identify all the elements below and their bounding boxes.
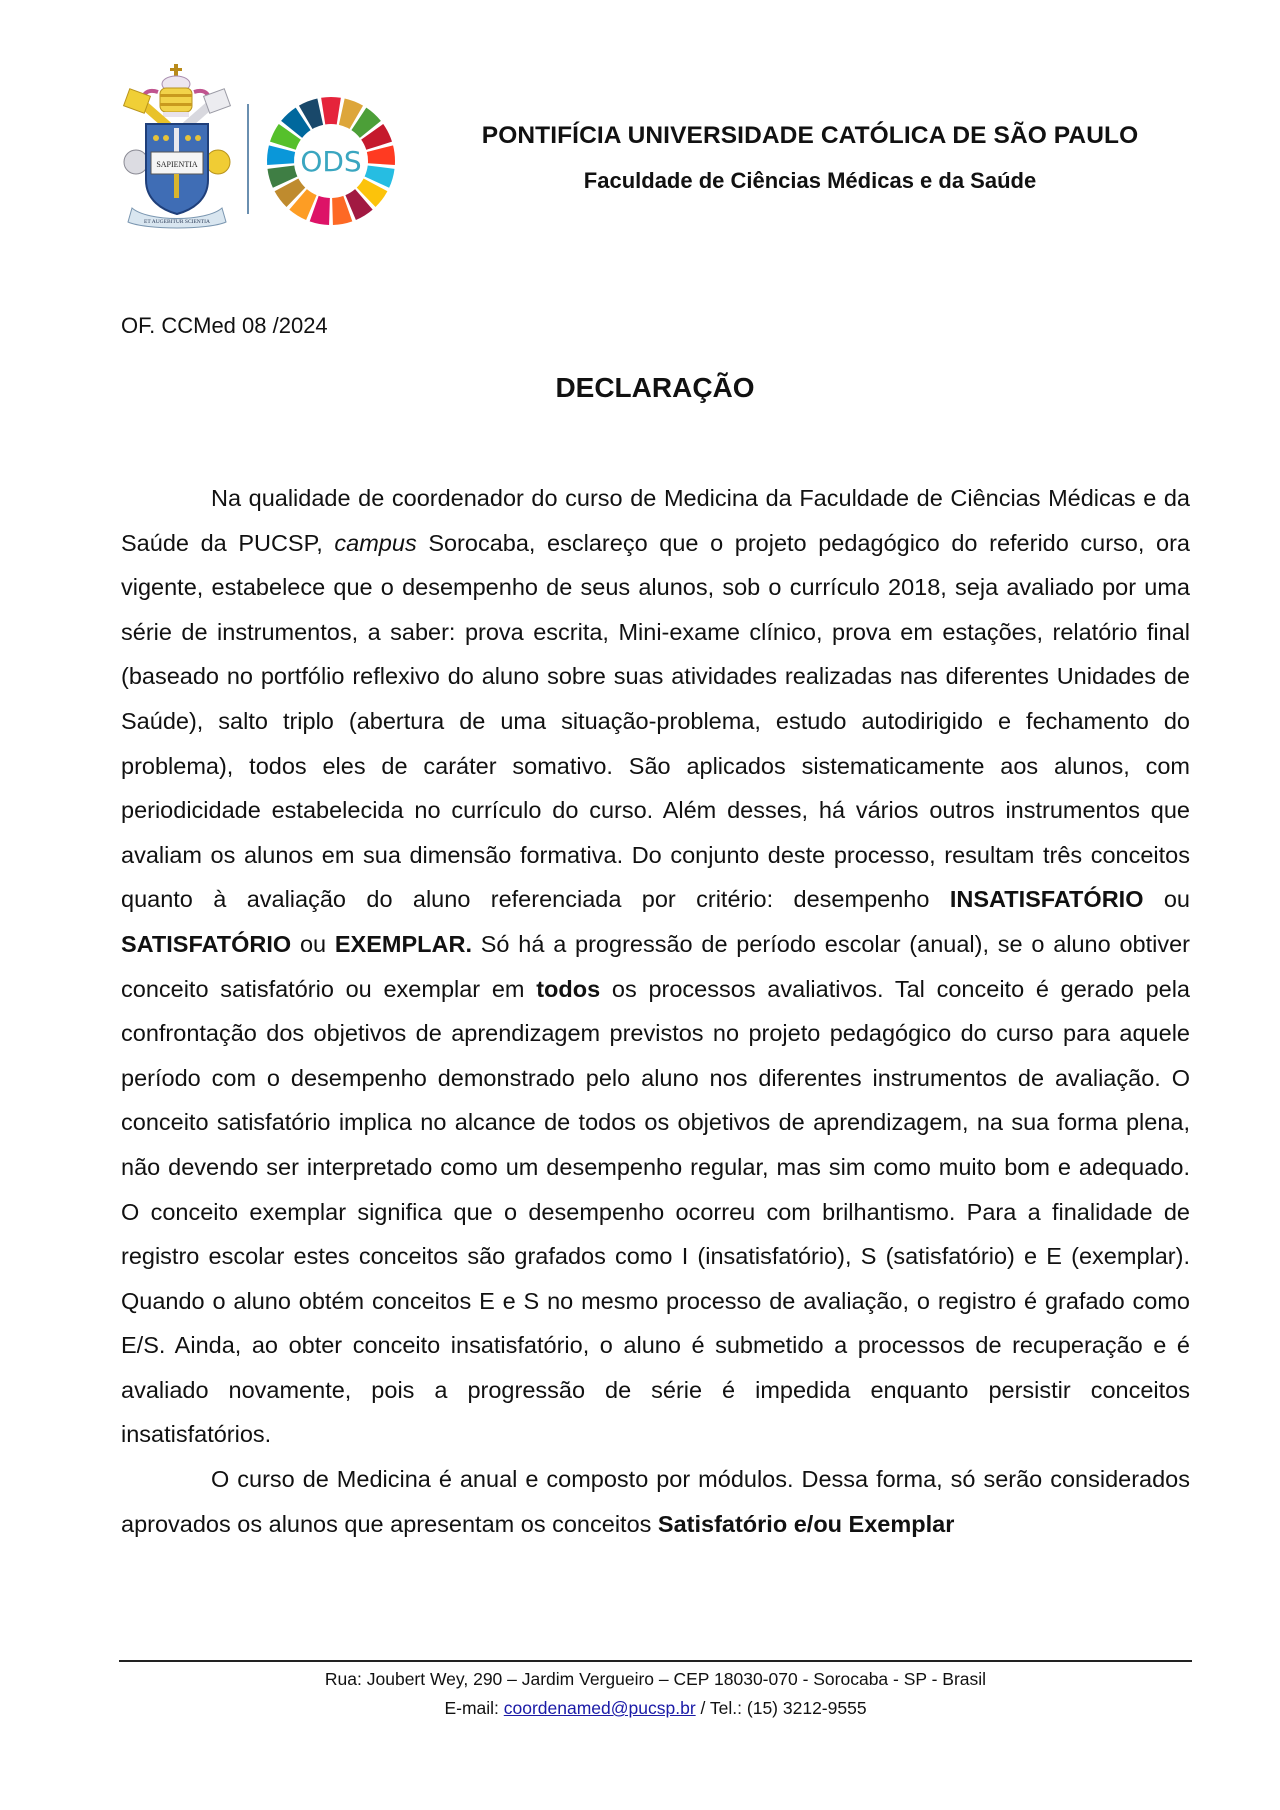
text-run: Só há a progressão de período escolar (anual), se o aluno obtiver conceito satisfatório ou exemplar em — [121, 930, 1191, 1002]
emphasis-bold: Satisfatório e/ou Exemplar — [657, 1510, 955, 1537]
faculty-name: Faculdade de Ciências Médicas e da Saúde — [583, 168, 1037, 193]
institution-name: PONTIFÍCIA UNIVERSIDADE CATÓLICA DE SÃO PAULO — [481, 122, 1139, 149]
emphasis-bold: SATISFATÓRIO — [121, 930, 292, 957]
text-run: ou — [1143, 886, 1191, 913]
email-link[interactable]: coordenamed@pucsp.br — [503, 1698, 696, 1718]
footer-address: Rua: Joubert Wey, 290 – Jardim Vergueiro – CEP 18030-070 - Sorocaba - SP - Brasil — [324, 1669, 987, 1689]
document-title: DECLARAÇÃO — [555, 372, 755, 403]
logo-divider — [247, 104, 249, 214]
document-body — [121, 476, 1190, 1546]
paragraph — [121, 1457, 1190, 1546]
emphasis-italic: campus — [334, 529, 417, 556]
email-label: E-mail: — [444, 1698, 504, 1718]
paragraph — [121, 476, 1190, 1457]
text-run: O curso de Medicina é anual e composto por módulos. Dessa forma, só serão considerados aprovados os alunos que apresentam os conceitos — [121, 1466, 1190, 1537]
ods-wheel-icon — [264, 94, 398, 228]
phone-text: / Tel.: (15) 3212-9555 — [695, 1698, 867, 1718]
crest-icon — [118, 62, 236, 230]
emphasis-bold: todos — [536, 975, 601, 1002]
ods-segment — [321, 97, 341, 124]
text-run: os processos avaliativos. Tal conceito é gerado pela confrontação dos objetivos de aprendizagem previstos no projeto pedagógico do curso para aquele período com o desempenho demonstrado pelo aluno nos diferentes instrumentos de avaliação. O conceito satisfatório implica no alcance de todos os objetivos de aprendizagem, na sua forma plena, não devendo ser interpretado como um desempenho regular, mas sim como muito bom e adequado. O conceito exemplar significa que o desempenho ocorreu com brilhantismo. Para a finalidade de registro escolar estes conceitos são grafados como I (insatisfatório), S (satisfatório) e E (exemplar). Quando o aluno obtém conceitos E e S no mesmo processo de avaliação, o registro é grafado como E/S. Ainda, ao obter conceito insatisfatório, o aluno é submetido a processos de recuperação e é avaliado novamente, pois a progressão de série é impedida enquanto persistir conceitos insatisfatórios. — [121, 975, 1190, 1448]
document-reference: OF. CCMed 08 /2024 — [121, 313, 328, 338]
crest-text: SAPIENTIA — [156, 160, 198, 169]
emphasis-bold: INSATISFATÓRIO — [949, 886, 1144, 913]
footer-contact — [119, 1698, 1192, 1719]
ods-logo — [264, 94, 398, 228]
footer-divider — [119, 1660, 1192, 1662]
text-run: Na qualidade de coordenador do curso de Medicina da Faculdade de Ciências Médicas e da Saúde da PUCSP, — [121, 485, 1190, 556]
ods-label: ODS — [300, 145, 362, 178]
pucsp-crest-logo — [118, 62, 236, 230]
text-run: ou — [291, 930, 335, 957]
crest-motto: ET AUGEBITUR SCIENTIA — [144, 219, 210, 225]
ods-segment — [367, 145, 395, 165]
emphasis-bold: EXEMPLAR. — [334, 930, 472, 957]
ods-segment — [267, 145, 295, 165]
text-run: Sorocaba, esclareço que o projeto pedagógico do referido curso, ora vigente, estabelece que o desempenho de seus alunos, sob o currículo 2018, seja avaliado por uma série de instrumentos, a saber: prova escrita, Mini-exame clínico, prova em estações, relatório final (baseado no portfólio reflexivo do aluno sobre suas atividades realizadas nas diferentes Unidades de Saúde), salto triplo (abertura de uma situação-problema, estudo autodirigido e fechamento do problema), todos eles de caráter somativo. São aplicados sistematicamente aos alunos, com periodicidade estabelecida no currículo do curso. Além desses, há vários outros instrumentos que avaliam os alunos em sua dimensão formativa. Do conjunto deste processo, resultam três conceitos quanto à avaliação do aluno referenciada por critério: desempenho — [121, 529, 1190, 913]
